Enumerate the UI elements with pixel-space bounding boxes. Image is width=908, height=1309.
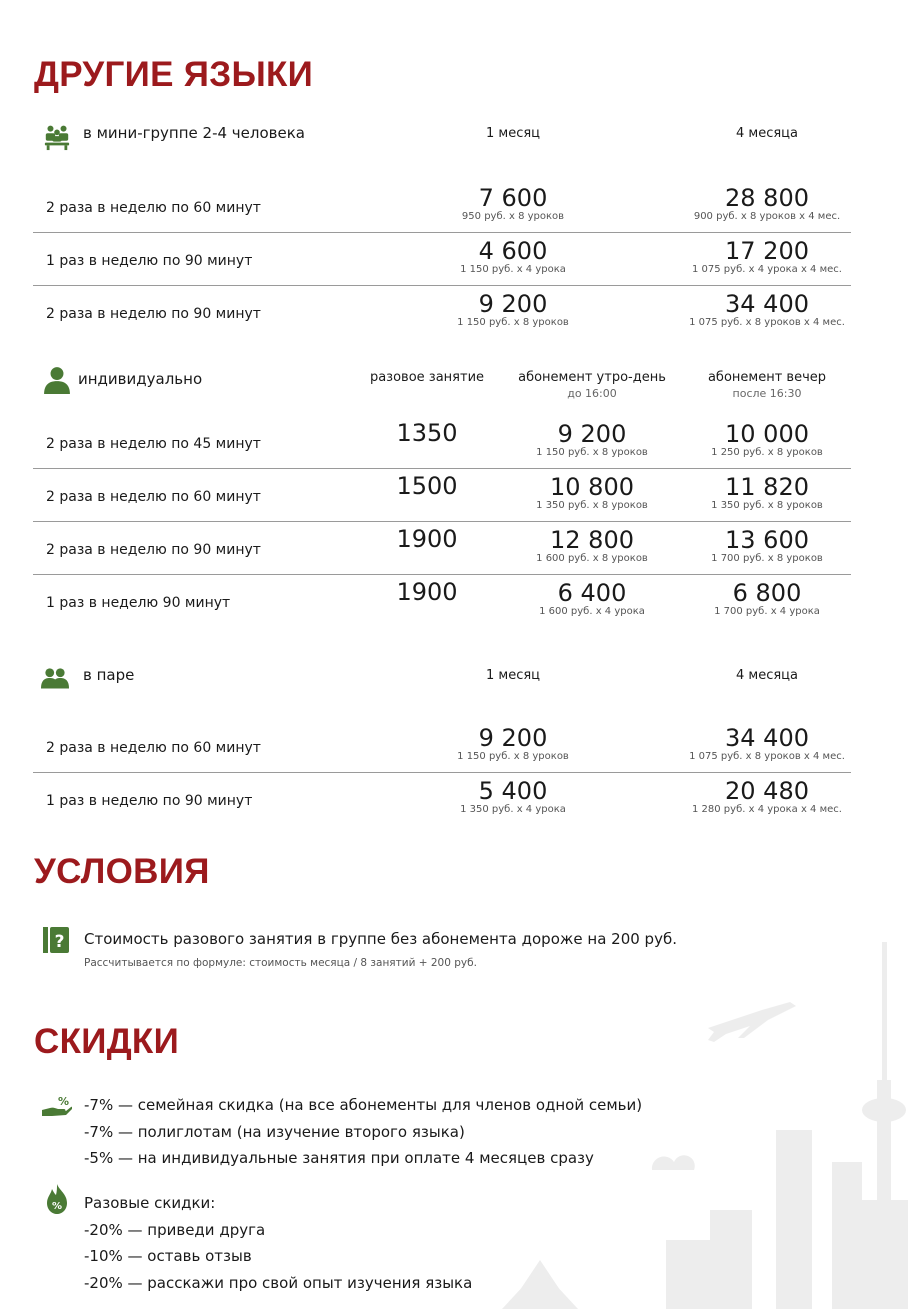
price-cell <box>512 527 672 565</box>
individual-col-evening-sub: после 16:30 <box>732 387 802 400</box>
price-detail: 1 075 руб. х 4 урока х 4 мес. <box>692 264 842 275</box>
row-label: 1 раз в неделю по 90 минут <box>46 793 253 809</box>
price-value: 34 400 <box>725 290 809 318</box>
table-row <box>33 521 851 574</box>
price-cell <box>667 185 867 223</box>
pair-title: в паре <box>83 666 135 684</box>
price-detail: 1 075 руб. х 8 уроков х 4 мес. <box>689 751 845 762</box>
table-row <box>33 232 851 285</box>
individual-col-evening <box>697 370 837 400</box>
price-value: 6 400 <box>557 579 627 607</box>
svg-text:?: ? <box>54 932 65 952</box>
price-value: 9 200 <box>478 290 548 318</box>
price-value: 6 800 <box>732 579 802 607</box>
price-detail: 900 руб. х 8 уроков х 4 мес. <box>693 211 841 222</box>
one-time-discounts-title: Разовые скидки: <box>84 1194 216 1212</box>
airplane-icon <box>708 1002 796 1042</box>
price-detail: 950 руб. х 8 уроков <box>461 211 565 222</box>
price-cell <box>433 778 593 816</box>
group-pricing-block <box>33 120 851 338</box>
price-cell <box>667 778 867 816</box>
individual-pricing-block <box>33 364 851 627</box>
price-cell <box>433 185 593 223</box>
group-people-icon <box>43 123 71 151</box>
table-row <box>33 772 851 825</box>
group-col-4-months: 4 месяца <box>736 126 798 141</box>
row-label: 2 раза в неделю по 60 минут <box>46 740 261 756</box>
price-value: 12 800 <box>550 526 634 554</box>
table-row <box>33 468 851 521</box>
price-cell <box>667 238 867 276</box>
price-detail: 1 700 руб. х 4 урока <box>714 606 820 617</box>
price-detail: 1 600 руб. х 4 урока <box>539 606 645 617</box>
price-cell <box>512 474 672 512</box>
price-detail: 1 150 руб. х 4 урока <box>460 264 566 275</box>
discount-line: -20% — расскажи про свой опыт изучения языка <box>84 1274 473 1292</box>
price-cell <box>512 421 672 459</box>
price-value: 4 600 <box>478 237 548 265</box>
price-value: 10 800 <box>550 473 634 501</box>
group-col-1-month: 1 месяц <box>485 126 541 141</box>
table-row <box>33 285 851 338</box>
individual-col-morning-sub: до 16:00 <box>567 387 617 400</box>
row-label: 2 раза в неделю по 90 минут <box>46 542 261 558</box>
flame-percent-icon <box>45 1184 69 1214</box>
group-header <box>33 120 851 160</box>
individual-col-morning <box>517 370 667 400</box>
single-price: 1900 <box>396 578 458 606</box>
two-people-icon <box>41 664 69 692</box>
individual-col-evening-label: абонемент вечер <box>707 370 827 385</box>
price-cell <box>687 527 847 565</box>
price-value: 20 480 <box>725 777 809 805</box>
condition-main-text: Стоимость разового занятия в группе без абонемента дороже на 200 руб. <box>84 930 677 948</box>
discount-line: -5% — на индивидуальные занятия при оплате 4 месяцев сразу <box>84 1149 594 1167</box>
discount-line: -10% — оставь отзыв <box>84 1247 252 1265</box>
row-label: 2 раза в неделю по 45 минут <box>46 436 261 452</box>
section-title-discounts: СКИДКИ <box>34 1022 180 1061</box>
price-cell <box>433 238 593 276</box>
price-detail: 1 280 руб. х 4 урока х 4 мес. <box>692 804 842 815</box>
group-title: в мини-группе 2-4 человека <box>83 124 305 142</box>
price-value: 13 600 <box>725 526 809 554</box>
row-label: 2 раза в неделю по 90 минут <box>46 306 261 322</box>
discount-line: -7% — полиглотам (на изучение второго языка) <box>84 1123 465 1141</box>
pair-col-4-months: 4 месяца <box>736 668 798 683</box>
price-cell <box>687 474 847 512</box>
section-title-other-languages: ДРУГИЕ ЯЗЫКИ <box>34 55 314 94</box>
row-label: 2 раза в неделю по 60 минут <box>46 200 261 216</box>
row-label: 1 раз в неделю 90 минут <box>46 595 231 611</box>
flame-percent-sign: % <box>51 1201 63 1212</box>
individual-col-single: разовое занятие <box>369 370 485 385</box>
pair-col-1-month: 1 месяц <box>485 668 541 683</box>
row-label: 2 раза в неделю по 60 минут <box>46 489 261 505</box>
price-cell <box>433 291 593 329</box>
discount-line: -20% — приведи друга <box>84 1221 266 1239</box>
single-price: 1500 <box>396 472 458 500</box>
table-row <box>33 720 851 772</box>
price-value: 34 400 <box>725 724 809 752</box>
individual-header <box>33 364 851 410</box>
pair-pricing-block <box>33 660 851 825</box>
price-detail: 1 250 руб. х 8 уроков <box>711 447 823 458</box>
price-value: 17 200 <box>725 237 809 265</box>
price-value: 11 820 <box>725 473 809 501</box>
price-detail: 1 350 руб. х 4 урока <box>460 804 566 815</box>
price-detail: 1 150 руб. х 8 уроков <box>457 751 569 762</box>
table-row <box>33 574 851 627</box>
price-value: 7 600 <box>478 184 548 212</box>
individual-col-morning-label: абонемент утро-день <box>518 370 666 385</box>
price-cell <box>667 291 867 329</box>
price-cell <box>687 421 847 459</box>
pair-header <box>33 660 851 700</box>
single-price: 1350 <box>396 419 458 447</box>
price-cell <box>687 580 847 618</box>
price-value: 5 400 <box>478 777 548 805</box>
price-detail: 1 350 руб. х 8 уроков <box>536 500 648 511</box>
condition-note-text: Рассчитывается по формуле: стоимость месяца / 8 занятий + 200 руб. <box>84 957 477 969</box>
price-cell <box>667 725 867 763</box>
price-detail: 1 075 руб. х 8 уроков х 4 мес. <box>689 317 845 328</box>
price-value: 10 000 <box>725 420 809 448</box>
hand-percent-icon <box>42 1094 72 1120</box>
table-row <box>33 180 851 232</box>
table-row <box>33 416 851 468</box>
hand-percent-sign: % <box>58 1095 70 1108</box>
cloud-icon <box>652 1155 695 1170</box>
price-detail: 1 700 руб. х 8 уроков <box>711 553 823 564</box>
price-value: 28 800 <box>725 184 809 212</box>
single-price: 1900 <box>396 525 458 553</box>
discount-line: -7% — семейная скидка (на все абонементы для членов одной семьи) <box>84 1096 643 1114</box>
individual-title: индивидуально <box>78 370 203 388</box>
price-detail: 1 150 руб. х 8 уроков <box>536 447 648 458</box>
row-label: 1 раз в неделю по 90 минут <box>46 253 253 269</box>
price-value: 9 200 <box>557 420 627 448</box>
price-cell <box>433 725 593 763</box>
person-icon <box>43 366 71 394</box>
question-book-icon <box>43 927 69 953</box>
price-detail: 1 600 руб. х 8 уроков <box>536 553 648 564</box>
skyline-illustration <box>500 930 908 1309</box>
price-cell <box>512 580 672 618</box>
section-title-conditions: УСЛОВИЯ <box>34 852 210 891</box>
price-detail: 1 150 руб. х 8 уроков <box>457 317 569 328</box>
price-value: 9 200 <box>478 724 548 752</box>
price-detail: 1 350 руб. х 8 уроков <box>711 500 823 511</box>
